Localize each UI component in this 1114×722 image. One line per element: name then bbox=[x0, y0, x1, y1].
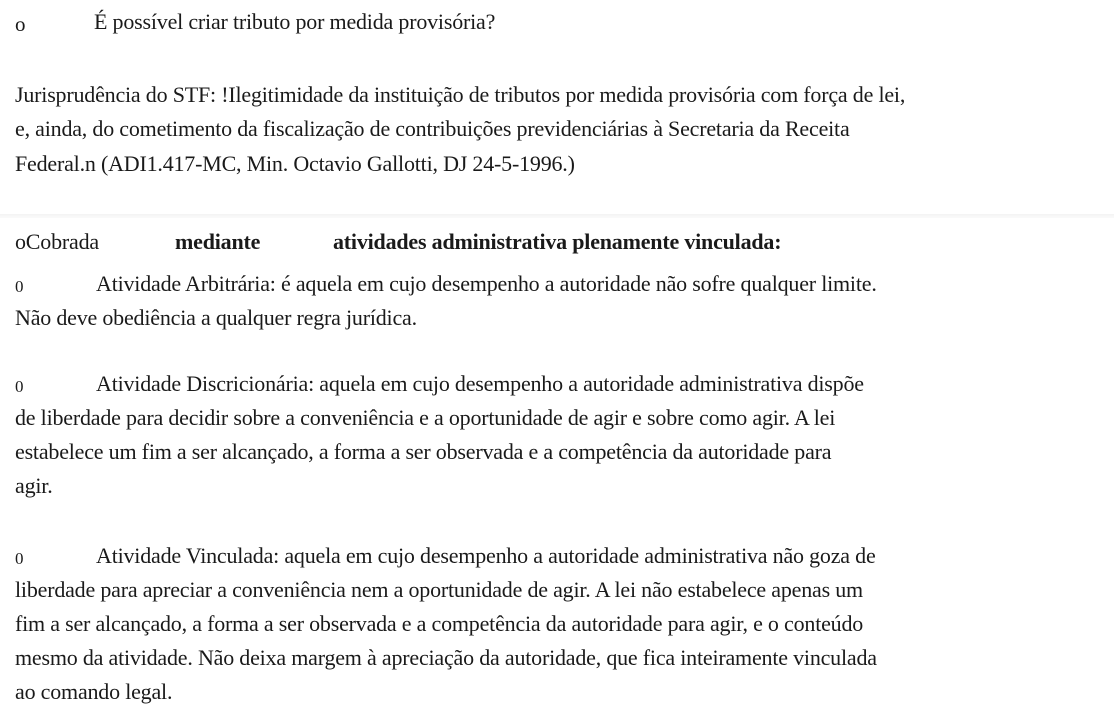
item-bullet: 0 bbox=[15, 277, 24, 296]
item-3-line-1: Atividade Vinculada: aquela em cujo desempenho a autoridade administrativa não goza de bbox=[96, 543, 876, 568]
item-2-line-3: estabelece um fim a ser alcançado, a forma a ser observada e a competência da autoridade para bbox=[15, 439, 832, 464]
item-3-line-4: mesmo da atividade. Não deixa margem à apreciação da autoridade, que fica inteiramente vinculada bbox=[15, 645, 877, 670]
jurisprudence-line-3: Federal.n (ADI1.417-MC, Min. Octavio Gallotti, DJ 24-5-1996.) bbox=[15, 151, 575, 176]
item-1-line-2: Não deve obediência a qualquer regra jurídica. bbox=[15, 305, 417, 330]
item-2-line-4: agir. bbox=[15, 473, 53, 498]
item-bullet: 0 bbox=[15, 549, 24, 568]
jurisprudence-line-2: e, ainda, do cometimento da fiscalização de contribuições previdenciárias à Secretaria da Receita bbox=[15, 116, 850, 141]
heading-word: mediante bbox=[175, 229, 261, 254]
item-3-line-3: fim a ser alcançado, a forma a ser observada e a competência da autoridade para agir, e o conteúdo bbox=[15, 611, 864, 636]
item-2-line-2: de liberdade para decidir sobre a conveniência e a oportunidade de agir e sobre como agir. A lei bbox=[15, 405, 836, 430]
item-1-line-1: Atividade Arbitrária: é aquela em cujo desempenho a autoridade não sofre qualquer limite. bbox=[96, 271, 877, 296]
item-2-line-1: Atividade Discricionária: aquela em cujo desempenho a autoridade administrativa dispõe bbox=[96, 371, 864, 396]
heading-rest: atividades administrativa plenamente vinculada: bbox=[333, 229, 782, 254]
question-text: É possível criar tributo por medida provisória? bbox=[94, 9, 496, 34]
item-3-line-2: liberdade para apreciar a conveniência nem a oportunidade de agir. A lei não estabelece apenas um bbox=[15, 577, 863, 602]
jurisprudence-line-1: Jurisprudência do STF: !Ilegitimidade da instituição de tributos por medida provisória com força de lei, bbox=[15, 82, 906, 107]
item-bullet: 0 bbox=[15, 377, 24, 396]
section-divider bbox=[0, 214, 1114, 218]
question-bullet: o bbox=[15, 12, 26, 36]
heading-prefix: oCobrada bbox=[15, 229, 99, 254]
item-3-line-5: ao comando legal. bbox=[15, 679, 173, 704]
